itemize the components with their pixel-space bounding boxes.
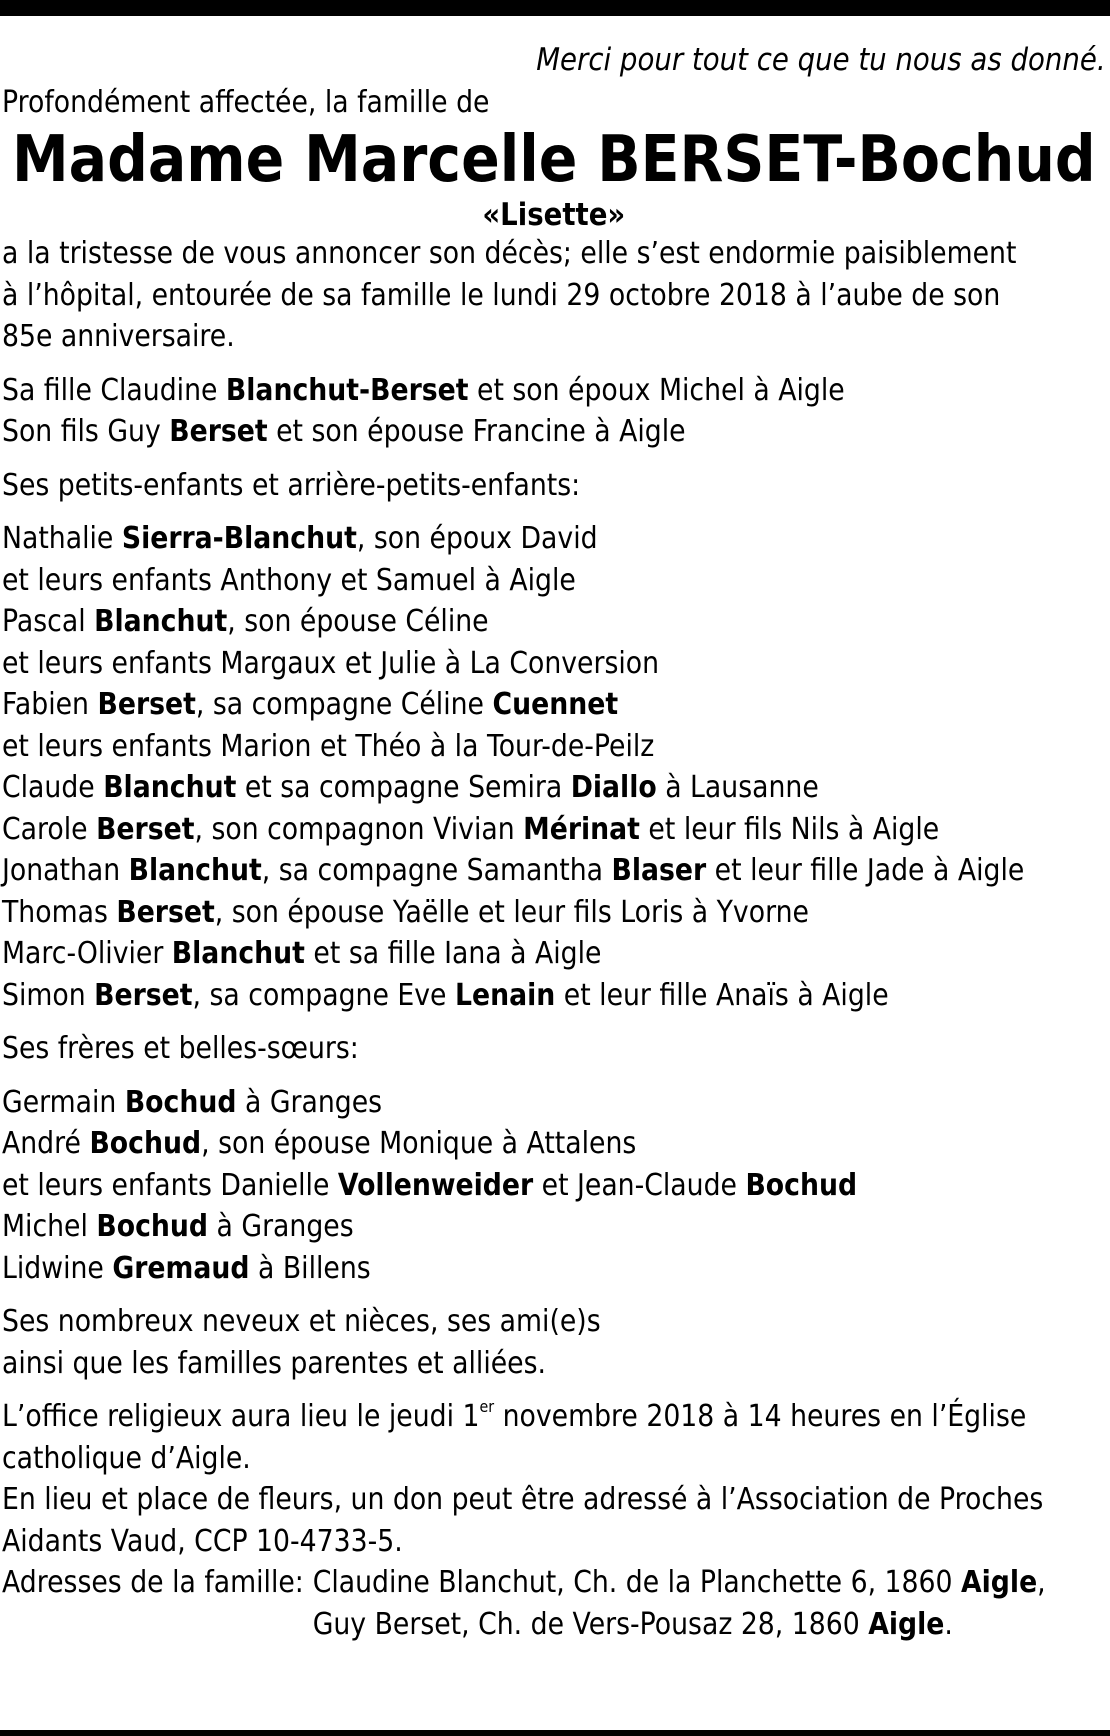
address-punct: , [1037,1565,1046,1600]
person-line [2,975,1106,1017]
others [2,1301,1106,1384]
surname: Berset [169,414,268,449]
announcement [2,233,1106,358]
grandchildren-heading: Ses petits-enfants et arrière-petits-enfants: [2,467,581,503]
person-line [2,560,1106,602]
person-text: et leurs enfants Marion et Théo à la Tour-de-Peilz [2,728,655,764]
surname: Cuennet [492,687,619,722]
person-text: et sa compagne Semira [236,770,571,805]
person-text: et leur fils Nils à Aigle [639,811,940,847]
person-text: , son épouse Céline [227,604,489,639]
announcement-line: à l’hôpital, entourée de sa famille le lundi 29 octobre 2018 à l’aube de son [2,277,1001,313]
motto: Merci pour tout ce que tu nous as donné. [536,42,1106,78]
person-text: , son compagnon Vivian [194,811,524,847]
person-text: et leur fille Anaïs à Aigle [555,977,889,1013]
surname: Blanchut [103,770,237,805]
address-entry [313,1604,1046,1646]
person-text: Fabien [2,687,98,722]
person-text: , sa compagne Céline [195,687,493,722]
person-text: Claude [2,770,104,805]
surname: Blanchut [94,604,228,639]
surname: Lenain [454,977,556,1013]
person-text: Germain [2,1084,125,1120]
surname: Berset [97,687,196,722]
ordinal-suffix: er [479,1397,495,1416]
person-text: Marc-Olivier [2,936,172,971]
surname: Blanchut [171,936,305,971]
person-line [2,726,1106,768]
surname: Bochud [89,1126,202,1161]
person-text: Lidwine [2,1250,113,1286]
surname: Bochud [96,1209,209,1244]
person-text: et son épouse Francine à Aigle [267,414,686,449]
person-line [2,1165,1106,1207]
address-text: Guy Berset, Ch. de Vers-Pousaz 28, 1860 [312,1606,869,1642]
person-text: Nathalie [2,521,122,556]
person-text: Pascal [2,604,95,639]
person-text: et leurs enfants Margaux et Julie à La Conversion [2,645,660,681]
surname: Blanchut-Berset [225,372,469,408]
service-text: L’office religieux aura lieu le jeudi 1 [2,1399,480,1434]
person-line [2,518,1106,560]
person-text: et Jean-Claude [533,1167,746,1203]
person-line [2,1206,1106,1248]
person-line [2,850,1106,892]
person-text: à Granges [208,1209,354,1244]
announcement-line: 85e anniversaire. [2,319,235,354]
person-text: , son époux David [356,521,598,556]
address-city: Aigle [868,1606,945,1642]
person-text: à Lausanne [656,770,819,805]
surname: Mérinat [523,811,640,847]
address-entry [313,1562,1046,1604]
others-line: ainsi que les familles parentes et alliées. [2,1345,546,1381]
service-text: novembre 2018 à 14 heures en l’Église [494,1399,1027,1434]
announcement-line: a la tristesse de vous annoncer son décès; elle s’est endormie paisiblement [2,236,1017,271]
person-text: , son épouse Monique à Attalens [201,1126,637,1161]
address-text: Claudine Blanchut, Ch. de la Planchette 6, 1860 [312,1565,961,1600]
surname: Berset [96,811,195,847]
surname: Sierra-Blanchut [121,521,357,556]
person-line [2,892,1106,934]
person-text: et leurs enfants Anthony et Samuel à Aigle [2,562,576,598]
person-text: Son fils Guy [2,414,170,449]
surname: Berset [116,894,215,930]
person-text: et sa fille Iana à Aigle [304,936,602,971]
person-line [2,411,1106,453]
person-text: , son épouse Yaëlle et leur fils Loris à Yvorne [214,894,809,930]
person-text: André [2,1126,90,1161]
person-text: Michel [2,1209,97,1244]
person-text: à Granges [236,1084,383,1120]
person-line [2,1082,1106,1124]
person-line [2,1248,1106,1290]
service-line [2,1396,1106,1438]
person-text: et son époux Michel à Aigle [468,372,845,408]
address-city: Aigle [960,1565,1038,1600]
top-rule [0,0,1110,16]
surname: Blaser [611,853,707,888]
address-punct: . [944,1606,953,1642]
person-text: à Billens [249,1250,371,1286]
person-line [2,809,1106,851]
intro: Profondément affectée, la famille de [2,84,490,120]
person-line [2,1123,1106,1165]
bottom-rule [0,1730,1110,1736]
surname: Blanchut [128,853,262,888]
obituary-content [2,40,1106,1645]
person-line [2,684,1106,726]
person-line [2,767,1106,809]
addresses-values [304,1562,1046,1645]
family-addresses [2,1562,1106,1645]
person-text: et leurs enfants Danielle [2,1167,338,1203]
person-text: et leur fille Jade à Aigle [706,853,1025,888]
person-line [2,601,1106,643]
surname: Bochud [745,1167,858,1203]
others-line: Ses nombreux neveux et nièces, ses ami(e)s [2,1304,601,1339]
deceased-name: Madame Marcelle BERSET-Bochud [11,123,1096,197]
person-text: Simon [2,977,95,1013]
person-text: Carole [2,811,97,847]
addresses-label: Adresses de la famille: [2,1565,304,1600]
surname: Vollenweider [337,1167,534,1203]
surname: Gremaud [112,1250,250,1286]
person-text: Thomas [2,894,117,930]
grandchildren-list [2,518,1106,1016]
person-text: Sa fille Claudine [2,372,226,408]
service-info [2,1396,1106,1562]
person-text: , sa compagne Samantha [261,853,612,888]
person-text: Jonathan [2,853,129,888]
donation-line: Aidants Vaud, CCP 10-4733-5. [2,1523,403,1559]
person-text: , sa compagne Eve [192,977,455,1013]
person-line [2,643,1106,685]
person-line [2,933,1106,975]
siblings-list [2,1082,1106,1290]
siblings-heading: Ses frères et belles-sœurs: [2,1031,359,1066]
children-list [2,370,1106,453]
surname: Berset [94,977,193,1013]
donation-line: En lieu et place de fleurs, un don peut être adressé à l’Association de Proches [2,1482,1044,1517]
person-line [2,370,1106,412]
service-line: catholique d’Aigle. [2,1440,251,1476]
surname: Diallo [570,770,657,805]
surname: Bochud [124,1084,237,1120]
nickname: «Lisette» [482,197,626,233]
